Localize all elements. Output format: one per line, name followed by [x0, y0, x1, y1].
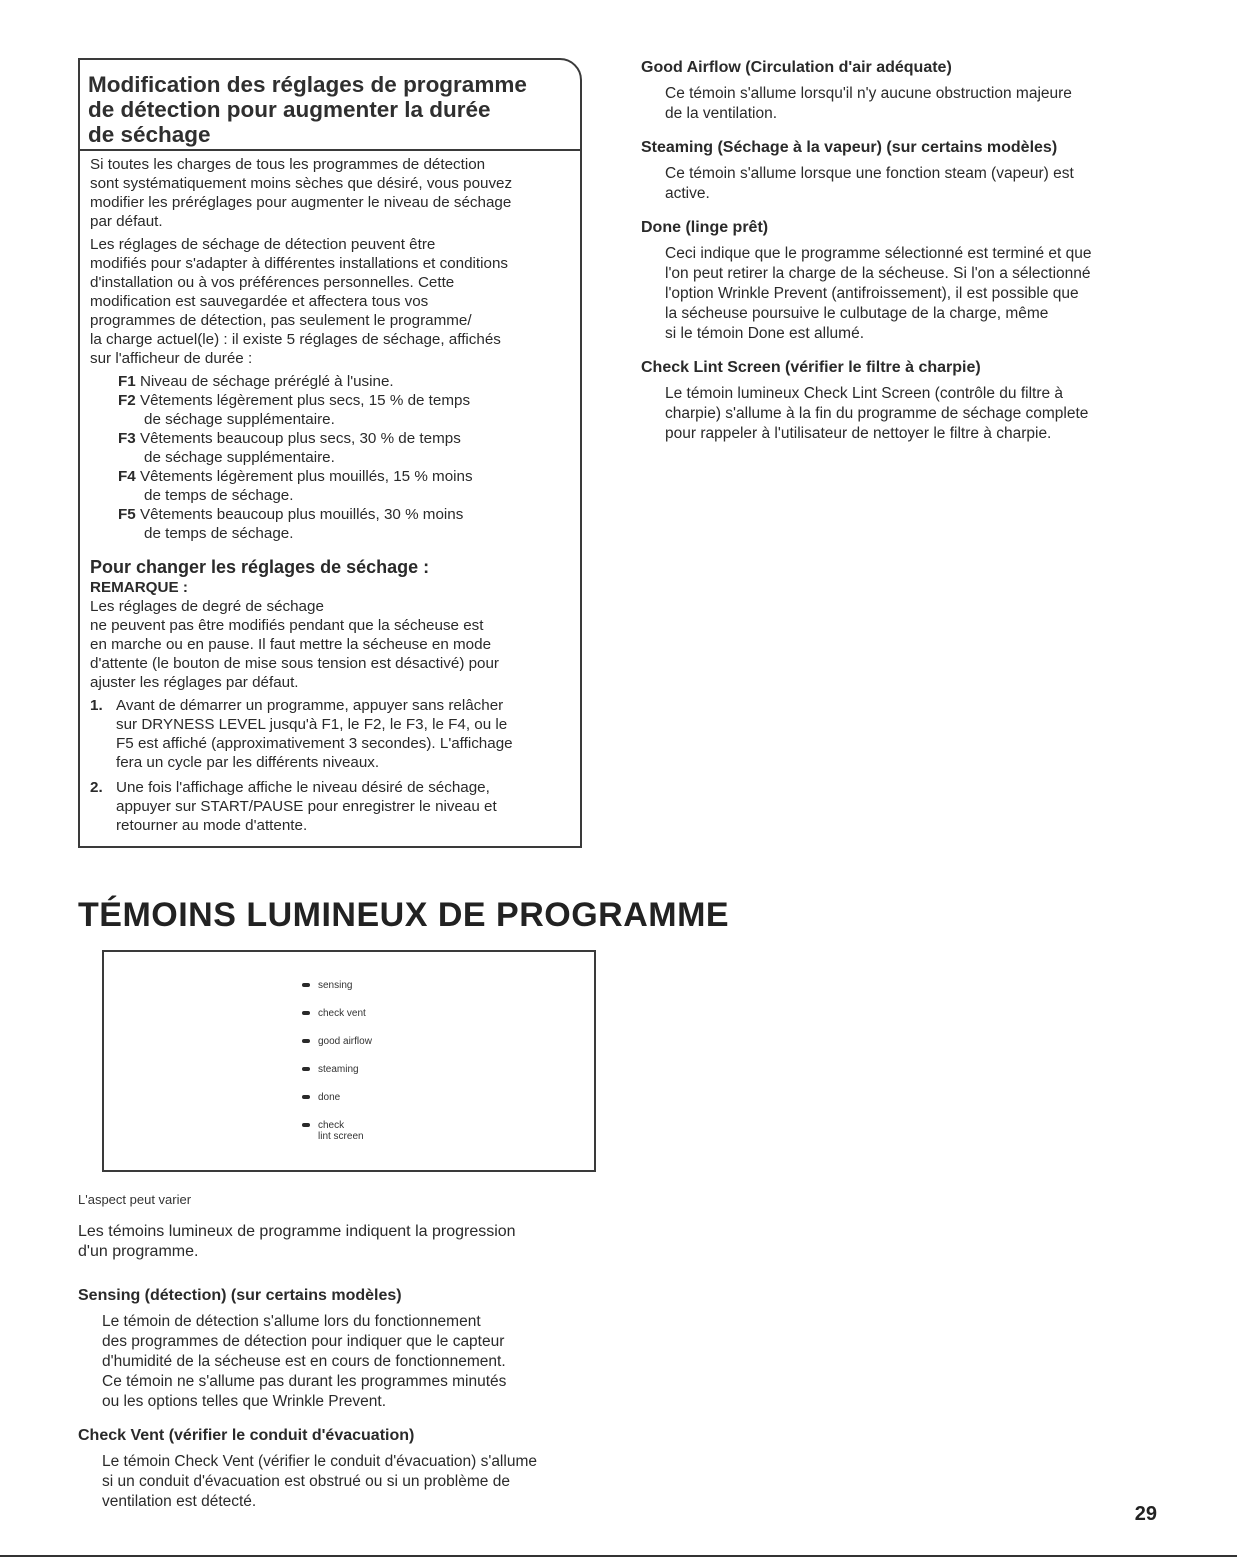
box-title-line: de détection pour augmenter la durée — [88, 97, 491, 122]
indicator-section-title: Sensing (détection) (sur certains modèles) — [78, 1287, 402, 1304]
lower-left-sections — [78, 1286, 598, 1526]
text-line: modifier les préréglages pour augmenter le niveau de séchage — [90, 194, 512, 211]
settings-box — [78, 58, 582, 848]
text-line: si un conduit d'évacuation est obstrué ou si un problème de — [102, 1473, 510, 1490]
led-icon — [302, 1067, 310, 1071]
indicator-section-desc — [641, 164, 1161, 204]
remark-text: Les réglages de degré de séchage — [90, 598, 324, 615]
step-item — [90, 778, 570, 835]
text-line: active. — [665, 185, 710, 202]
text-line: retourner au mode d'attente. — [116, 817, 308, 834]
led-icon — [302, 1095, 310, 1099]
indicator-label: steaming — [318, 1064, 359, 1075]
text-line: appuyer sur START/PAUSE pour enregistrer le niveau et — [116, 798, 497, 815]
level-desc: de temps de séchage. — [144, 525, 294, 542]
text-line: ajuster les réglages par défaut. — [90, 674, 299, 691]
indicator-section — [641, 138, 1161, 204]
text-line: modifiés pour s'adapter à différentes installations et conditions — [90, 255, 508, 272]
led-icon — [302, 983, 310, 987]
text-line: l'option Wrinkle Prevent (antifroissement), il est possible que — [665, 285, 1079, 302]
level-desc: de séchage supplémentaire. — [144, 449, 335, 466]
text-line: charpie) s'allume à la fin du programme de séchage complete — [665, 405, 1089, 422]
text-line: Une fois l'affichage affiche le niveau désiré de séchage, — [116, 779, 490, 796]
step-number: 1. — [90, 697, 103, 714]
text-line: Ceci indique que le programme sélectionné est terminé et que — [665, 245, 1092, 262]
text-line: Les témoins lumineux de programme indiquent la progression — [78, 1223, 516, 1240]
indicator-label: check — [318, 1120, 345, 1131]
dryness-level-list — [90, 372, 570, 543]
level-code: F5 — [118, 506, 136, 523]
text-line: programmes de détection, pas seulement le programme/ — [90, 312, 472, 329]
indicator-item — [302, 1120, 372, 1148]
text-line: la sécheuse poursuive le culbutage de la charge, même — [665, 305, 1049, 322]
page-number: 29 — [1134, 1503, 1157, 1525]
text-line: si le témoin Done est allumé. — [665, 325, 865, 342]
level-code: F1 — [118, 373, 136, 390]
indicator-label: lint screen — [318, 1131, 364, 1142]
indicator-label: good airflow — [318, 1036, 372, 1047]
text-line: pour rappeler à l'utilisateur de nettoyer le filtre à charpie. — [665, 425, 1052, 442]
indicators-intro — [78, 1222, 598, 1262]
text-line: d'attente (le bouton de mise sous tension est désactivé) pour — [90, 655, 499, 672]
text-line: Ce témoin ne s'allume pas durant les programmes minutés — [102, 1373, 507, 1390]
indicator-label: sensing — [318, 980, 353, 991]
text-line: modification est sauvegardée et affectera tous vos — [90, 293, 429, 310]
level-desc: Niveau de séchage préréglé à l'usine. — [139, 373, 394, 390]
text-line: en marche ou en pause. Il faut mettre la sécheuse en mode — [90, 636, 492, 653]
step-number: 2. — [90, 779, 103, 796]
indicator-item — [302, 980, 372, 1008]
indicator-section-desc — [641, 84, 1161, 124]
level-desc: Vêtements légèrement plus mouillés, 15 % moins — [139, 468, 473, 485]
text-line: Le témoin lumineux Check Lint Screen (contrôle du filtre à — [665, 385, 1064, 402]
indicator-section — [641, 218, 1161, 344]
led-icon — [302, 1011, 310, 1015]
box-settings-paragraph — [90, 235, 570, 368]
left-column — [78, 58, 598, 848]
text-line: Ce témoin s'allume lorsqu'il n'y aucune obstruction majeure — [665, 85, 1072, 102]
led-icon — [302, 1039, 310, 1043]
indicator-section — [78, 1426, 598, 1512]
indicator-item — [302, 1092, 372, 1120]
dryness-level-item — [114, 391, 570, 429]
indicator-list — [302, 980, 372, 1148]
indicator-section-title: Good Airflow (Circulation d'air adéquate) — [641, 59, 952, 76]
text-line: Si toutes les charges de tous les programmes de détection — [90, 156, 486, 173]
indicator-label: done — [318, 1092, 341, 1103]
indicator-section-desc — [78, 1452, 598, 1512]
indicator-item — [302, 1008, 372, 1036]
remark-paragraph — [90, 578, 570, 692]
level-desc: Vêtements légèrement plus secs, 15 % de temps — [139, 392, 471, 409]
level-code: F4 — [118, 468, 136, 485]
text-line: des programmes de détection pour indiquer que le capteur — [102, 1333, 505, 1350]
text-line: ne peuvent pas être modifiés pendant que la sécheuse est — [90, 617, 484, 634]
indicator-section-title: Steaming (Séchage à la vapeur) (sur certains modèles) — [641, 139, 1058, 156]
text-line: Le témoin Check Vent (vérifier le conduit d'évacuation) s'allume — [102, 1453, 537, 1470]
dryness-level-item — [114, 505, 570, 543]
indicator-section — [641, 58, 1161, 124]
text-line — [90, 578, 570, 616]
text-line: d'humidité de la sécheuse est en cours de fonctionnement. — [102, 1353, 506, 1370]
dryness-level-item — [114, 467, 570, 505]
text-line: Le témoin de détection s'allume lors du fonctionnement — [102, 1313, 481, 1330]
indicator-label: check vent — [318, 1008, 366, 1019]
text-line: l'on peut retirer la charge de la sécheuse. Si l'on a sélectionné — [665, 265, 1091, 282]
steps-list — [90, 696, 570, 835]
text-line: Avant de démarrer un programme, appuyer sans relâcher — [116, 697, 504, 714]
box-body — [80, 151, 580, 835]
indicator-item — [302, 1064, 372, 1092]
right-column — [641, 58, 1161, 458]
indicator-section-title: Check Lint Screen (vérifier le filtre à charpie) — [641, 359, 981, 376]
text-line: d'installation ou à vos préférences personnelles. Cette — [90, 274, 455, 291]
text-line: ventilation est détecté. — [102, 1493, 257, 1510]
text-line: de la ventilation. — [665, 105, 778, 122]
text-line: Ce témoin s'allume lorsque une fonction steam (vapeur) est — [665, 165, 1074, 182]
indicator-section-desc — [78, 1312, 598, 1412]
illustration-caption: L'aspect peut varier — [78, 1192, 192, 1207]
text-line: par défaut. — [90, 213, 163, 230]
step-item — [90, 696, 570, 772]
text-line: sur DRYNESS LEVEL jusqu'à F1, le F2, le F3, le F4, ou le — [116, 716, 508, 733]
indicator-section — [78, 1286, 598, 1412]
section-heading: TÉMOINS LUMINEUX DE PROGRAMME — [78, 896, 730, 934]
text-line: F5 est affiché (approximativement 3 secondes). L'affichage — [116, 735, 513, 752]
box-title — [88, 72, 580, 147]
indicator-section-title: Check Vent (vérifier le conduit d'évacuation) — [78, 1427, 415, 1444]
indicator-section-desc — [641, 244, 1161, 344]
level-code: F3 — [118, 430, 136, 447]
led-icon — [302, 1123, 310, 1127]
level-desc: Vêtements beaucoup plus secs, 30 % de temps — [139, 430, 461, 447]
text-line: ou les options telles que Wrinkle Prevent. — [102, 1393, 387, 1410]
text-line: sur l'afficheur de durée : — [90, 350, 253, 367]
text-line: sont systématiquement moins sèches que désiré, vous pouvez — [90, 175, 513, 192]
level-code: F2 — [118, 392, 136, 409]
indicator-section-title: Done (linge prêt) — [641, 219, 769, 236]
level-desc: Vêtements beaucoup plus mouillés, 30 % moins — [139, 506, 464, 523]
dryness-level-item — [114, 372, 570, 391]
indicator-section — [641, 358, 1161, 444]
indicator-item — [302, 1036, 372, 1064]
text-line: Les réglages de séchage de détection peuvent être — [90, 236, 436, 253]
box-title-line: de séchage — [88, 122, 211, 147]
remark-label: REMARQUE : — [90, 579, 188, 596]
box-title-line: Modification des réglages de programme — [88, 72, 527, 97]
text-line: d'un programme. — [78, 1243, 199, 1260]
box-intro-paragraph — [90, 155, 570, 231]
indicator-section-desc — [641, 384, 1161, 444]
level-desc: de séchage supplémentaire. — [144, 411, 335, 428]
box-subheading: Pour changer les réglages de séchage : — [90, 557, 430, 577]
text-line: fera un cycle par les différents niveaux. — [116, 754, 380, 771]
bottom-rule — [0, 1555, 1237, 1557]
dryness-level-item — [114, 429, 570, 467]
level-desc: de temps de séchage. — [144, 487, 294, 504]
text-line: la charge actuel(le) : il existe 5 réglages de séchage, affichés — [90, 331, 501, 348]
indicator-panel-illustration — [102, 950, 596, 1172]
